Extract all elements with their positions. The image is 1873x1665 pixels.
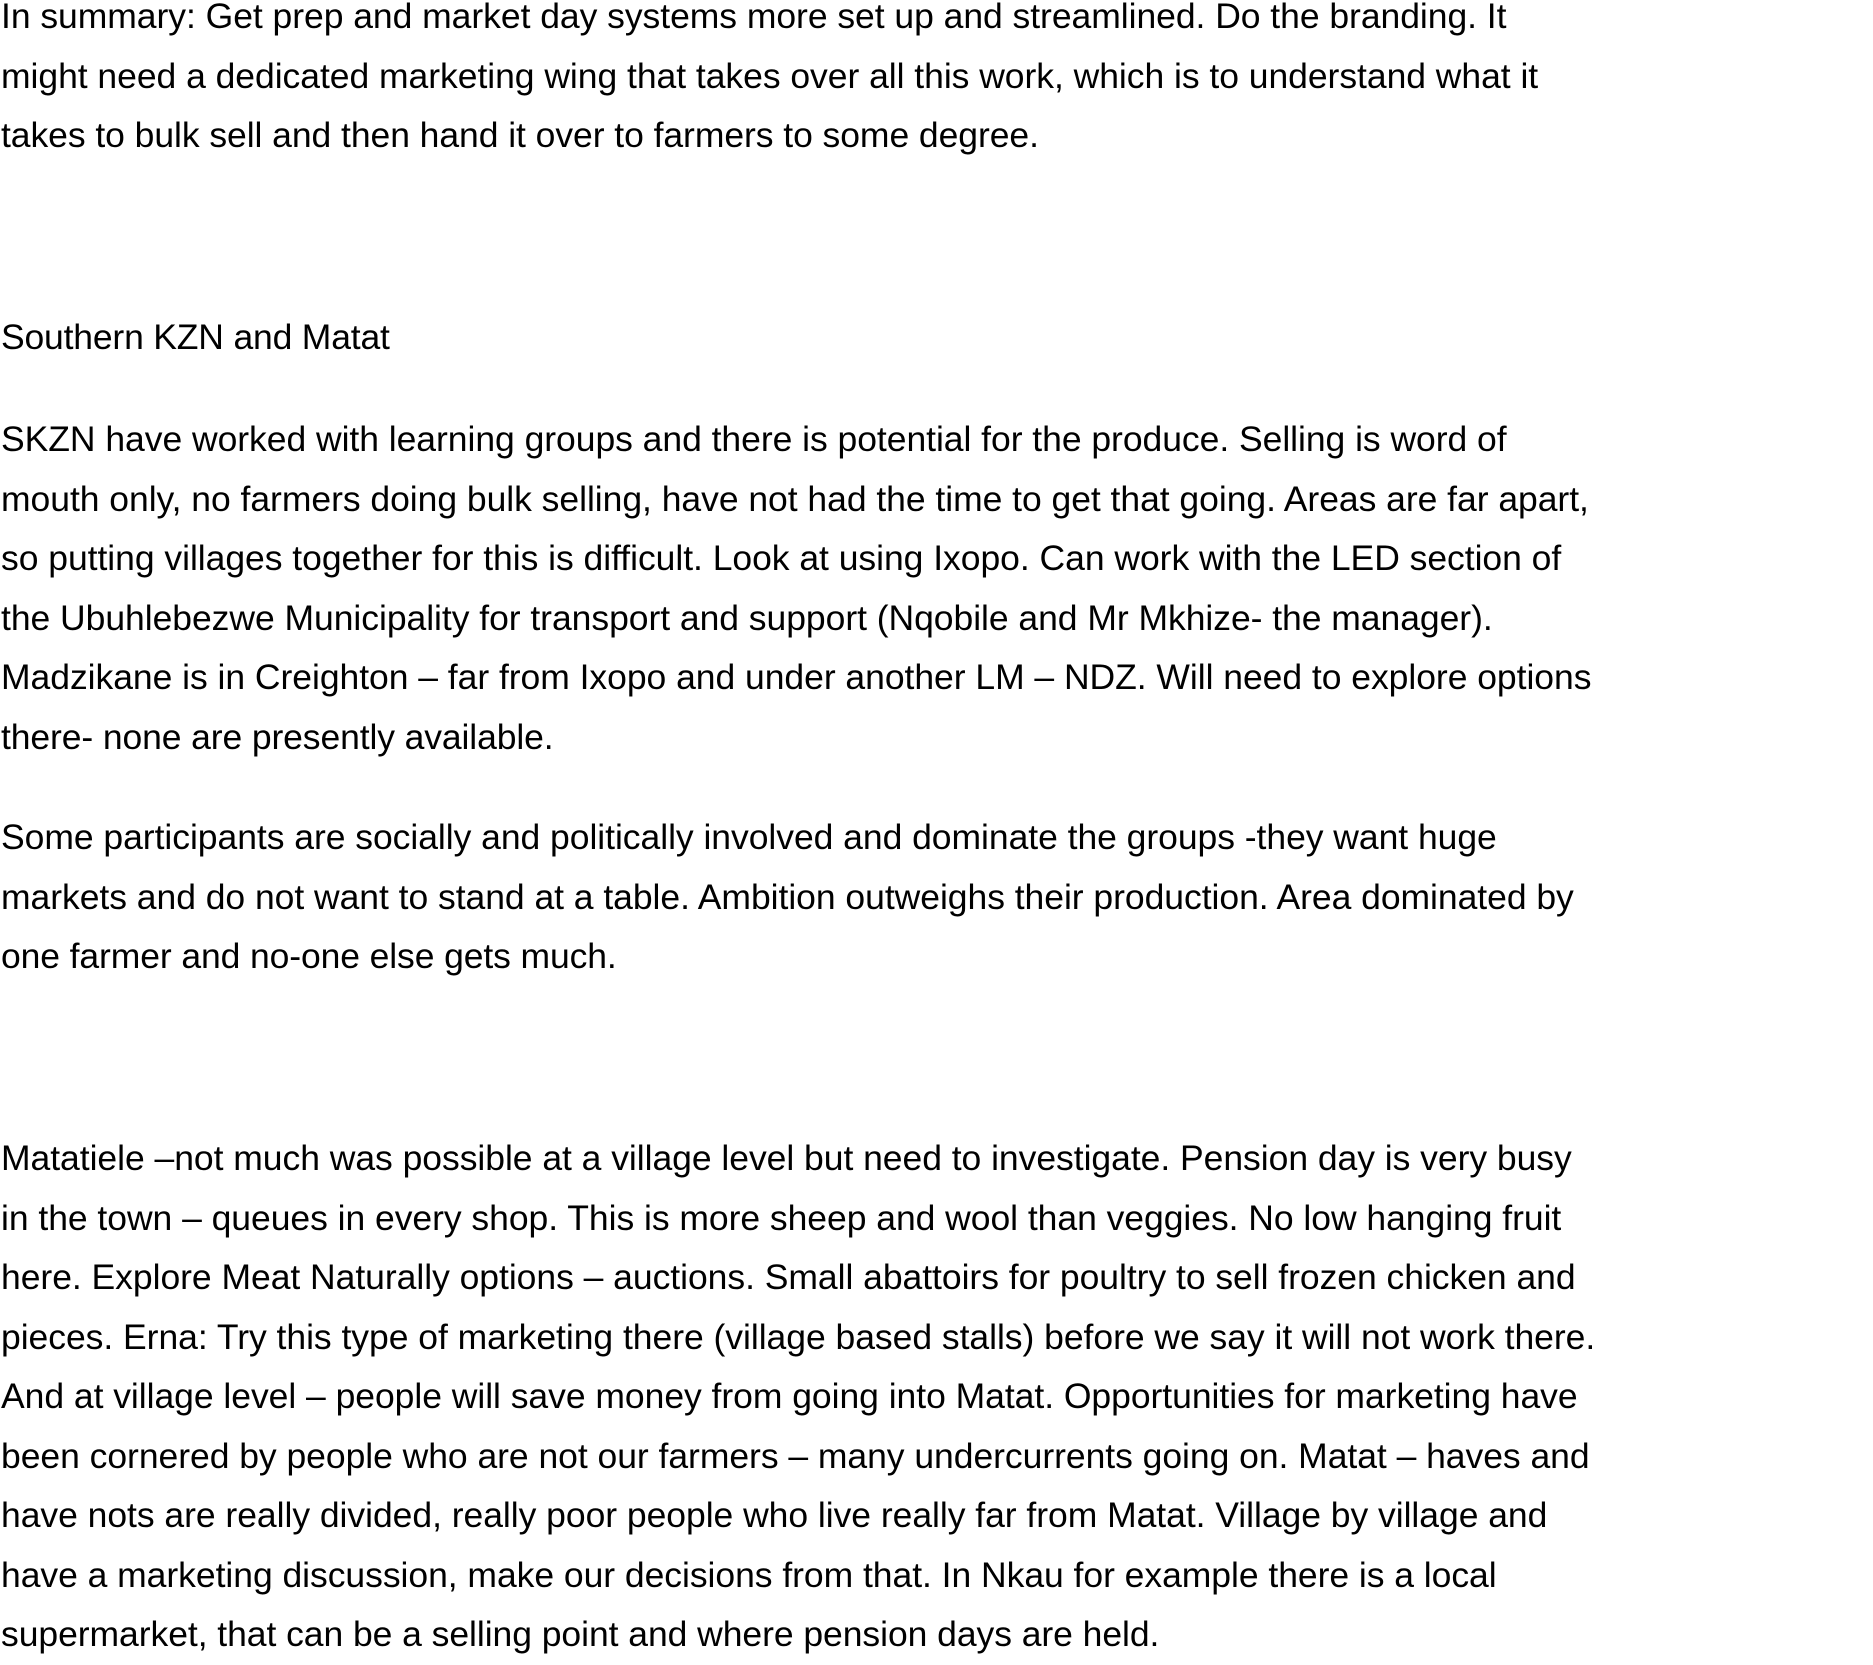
text-line: markets and do not want to stand at a table. Ambition outweighs their production. Area dominated by (1, 876, 1574, 917)
text-line: In summary: Get prep and market day systems more set up and streamlined. Do the branding. It (1, 0, 1507, 36)
section-heading-text: Southern KZN and Matat (1, 317, 390, 357)
text-line: so putting villages together for this is difficult. Look at using Ixopo. Can work with the LED section of (1, 538, 1562, 578)
text-line: have nots are really divided, really poor people who live really far from Matat. Village by village and (1, 1495, 1548, 1535)
text-line: takes to bulk sell and then hand it over to farmers to some degree. (1, 115, 1039, 155)
text-line: the Ubuhlebezwe Municipality for transport and support (Nqobile and Mr Mkhize- the manager). (1, 597, 1493, 638)
text-line: here. Explore Meat Naturally options – auctions. Small abattoirs for poultry to sell frozen chicken and (1, 1257, 1576, 1297)
text-line: been cornered by people who are not our farmers – many undercurrents going on. Matat – haves and (1, 1435, 1590, 1476)
text-line: mouth only, no farmers doing bulk selling, have not had the time to get that going. Areas are far apart, (1, 478, 1589, 519)
matatiele-paragraph (1, 1129, 1873, 1665)
text-line: in the town – queues in every shop. This is more sheep and wool than veggies. No low hanging fruit (1, 1197, 1562, 1238)
text-line: might need a dedicated marketing wing that takes over all this work, which is to understand what it (1, 55, 1539, 96)
text-line: one farmer and no-one else gets much. (1, 936, 617, 976)
section-heading (1, 308, 1873, 368)
text-line: And at village level – people will save money from going into Matat. Opportunities for marketing have (1, 1376, 1578, 1416)
text-line: Some participants are socially and politically involved and dominate the groups -they want huge (1, 817, 1497, 857)
text-line: Matatiele –not much was possible at a village level but need to investigate. Pension day is very busy (1, 1138, 1572, 1178)
skzn-paragraph (1, 410, 1873, 767)
text-line: have a marketing discussion, make our decisions from that. In Nkau for example there is a local (1, 1554, 1497, 1595)
summary-paragraph (1, 0, 1873, 166)
text-line: Madzikane is in Creighton – far from Ixopo and under another LM – NDZ. Will need to explore options (1, 657, 1592, 697)
participants-paragraph (1, 808, 1873, 987)
text-line: SKZN have worked with learning groups and there is potential for the produce. Selling is word of (1, 419, 1507, 459)
text-line: pieces. Erna: Try this type of marketing there (village based stalls) before we say it will not work there. (1, 1316, 1596, 1357)
text-line: there- none are presently available. (1, 716, 554, 757)
text-line: supermarket, that can be a selling point and where pension days are held. (1, 1614, 1160, 1654)
